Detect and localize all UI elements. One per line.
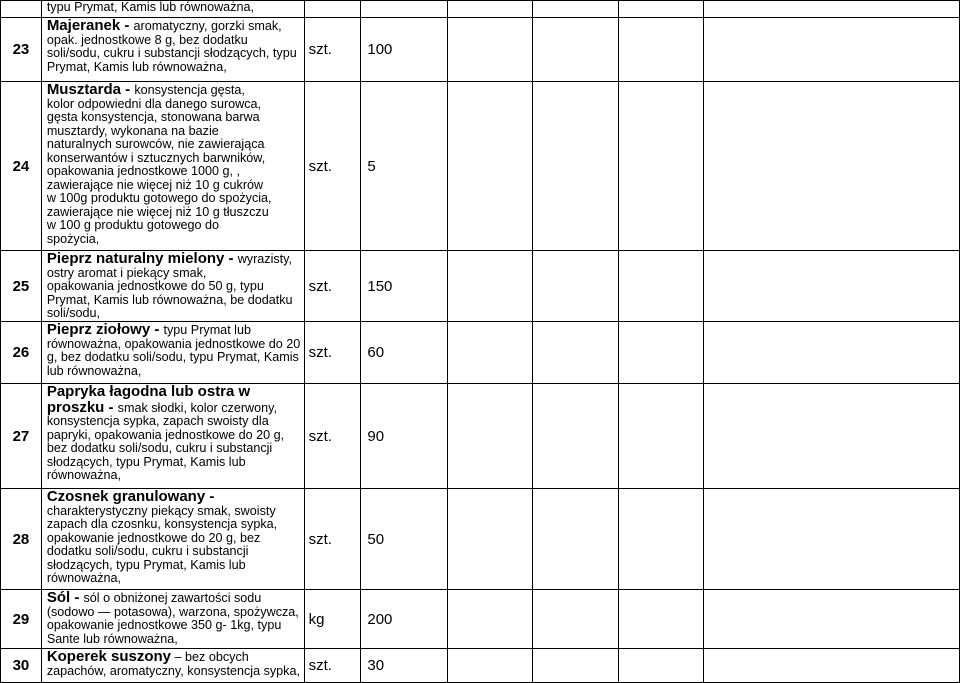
table-row-continuation [1, 1, 960, 18]
table-row [1, 18, 960, 82]
product-description: smak słodki, kolor czerwony, konsystencja sypka, zapach swoisty dla papryki, opakowania jednostkowe do 20 g, bez dodatku soli/sodu, cukru i substancji słodzących, typu Prymat, Kamis lub równoważna, [46, 400, 285, 482]
table-row [1, 322, 960, 384]
empty-cell [533, 322, 618, 384]
unit-cell [304, 1, 361, 18]
empty-cell [618, 384, 703, 489]
table-row [1, 384, 960, 489]
quantity: 50 [361, 489, 448, 590]
product-description: sól o obniżonej zawartości sodu (sodowo — potasowa), warzona, spożywcza, opakowanie jednostkowe 350 g- 1kg, typu Sante lub równoważna, [46, 591, 299, 646]
description-cell [41, 590, 304, 649]
empty-cell [533, 82, 618, 251]
quantity: 100 [361, 18, 448, 82]
product-name: Koperek suszony [46, 648, 172, 665]
quantity: 30 [361, 649, 448, 683]
quantity: 200 [361, 590, 448, 649]
product-name: Musztarda - [46, 81, 135, 98]
empty-cell [533, 590, 618, 649]
empty-cell [618, 649, 703, 683]
empty-cell [533, 489, 618, 590]
unit: szt. [304, 489, 361, 590]
product-description: wyrazisty, ostry aromat i piekący smak, opakowania jednostkowe do 50 g, typu Prymat, Kamis lub równoważna, be dodatku soli/sodu, [46, 252, 293, 320]
empty-cell [533, 1, 618, 18]
table-row [1, 590, 960, 649]
quantity: 90 [361, 384, 448, 489]
empty-cell [533, 18, 618, 82]
description-cell [41, 649, 304, 683]
empty-cell [703, 251, 959, 322]
empty-cell [703, 1, 959, 18]
quantity: 60 [361, 322, 448, 384]
product-name: Papryka łagodna lub ostra w proszku - [46, 383, 251, 416]
unit: szt. [304, 251, 361, 322]
unit: szt. [304, 649, 361, 683]
empty-cell [447, 18, 532, 82]
empty-cell [447, 384, 532, 489]
empty-cell [447, 649, 532, 683]
description-cell [41, 251, 304, 322]
continuation-text: typu Prymat, Kamis lub równoważna, [46, 0, 254, 14]
row-number-cell [1, 1, 42, 18]
row-number: 30 [1, 649, 42, 683]
title-separator: – [171, 650, 186, 664]
unit: szt. [304, 384, 361, 489]
empty-cell [703, 18, 959, 82]
table-row [1, 251, 960, 322]
empty-cell [447, 489, 532, 590]
description-cell [41, 322, 304, 384]
empty-cell [618, 322, 703, 384]
empty-cell [618, 489, 703, 590]
empty-cell [618, 18, 703, 82]
product-name: Majeranek - [46, 17, 134, 34]
quantity: 150 [361, 251, 448, 322]
empty-cell [447, 590, 532, 649]
table-row [1, 489, 960, 590]
empty-cell [447, 82, 532, 251]
row-number: 27 [1, 384, 42, 489]
empty-cell [703, 649, 959, 683]
description-cell [41, 489, 304, 590]
row-number: 26 [1, 322, 42, 384]
empty-cell [703, 590, 959, 649]
unit: szt. [304, 82, 361, 251]
product-name: Sól - [46, 589, 84, 606]
empty-cell [703, 322, 959, 384]
empty-cell [618, 590, 703, 649]
row-number: 25 [1, 251, 42, 322]
row-number: 28 [1, 489, 42, 590]
empty-cell [618, 1, 703, 18]
empty-cell [533, 251, 618, 322]
table-row [1, 82, 960, 251]
row-number: 24 [1, 82, 42, 251]
table-row [1, 649, 960, 683]
product-name: Pieprz ziołowy - [46, 321, 164, 338]
empty-cell [447, 1, 532, 18]
product-description: typu Prymat lub równoważna, opakowania jednostkowe do 20 g, bez dodatku soli/sodu, typu Prymat, Kamis lub równoważna, [46, 323, 301, 378]
quantity: 5 [361, 82, 448, 251]
unit: kg [304, 590, 361, 649]
row-number: 23 [1, 18, 42, 82]
description-cell [41, 1, 304, 18]
empty-cell [533, 649, 618, 683]
product-description: bez obcych zapachów, aromatyczny, konsystencja sypka, [46, 650, 300, 678]
row-number: 29 [1, 590, 42, 649]
description-cell [41, 18, 304, 82]
quantity-cell [361, 1, 448, 18]
description-cell [41, 384, 304, 489]
empty-cell [703, 384, 959, 489]
empty-cell [618, 82, 703, 251]
empty-cell [447, 251, 532, 322]
product-name: Czosnek granulowany - [46, 488, 215, 505]
unit: szt. [304, 18, 361, 82]
description-cell [41, 82, 304, 251]
product-name: Pieprz naturalny mielony - [46, 250, 238, 267]
product-description: aromatyczny, gorzki smak, opak. jednostkowe 8 g, bez dodatku soli/sodu, cukru i substancji słodzących, typu Prymat, Kamis lub równoważna, [46, 19, 297, 74]
empty-cell [447, 322, 532, 384]
product-description: konsystencja gęsta, kolor odpowiedni dla danego surowca, gęsta konsystencja, stonowana barwa musztardy, wykonana na bazie naturalnych surowców, nie zawierająca konserwantów i sztucznych barwników, opakowania jednostkowe 1000 g, , zawierające nie więcej niż 10 g cukrów w 100g produktu gotowego do spożycia, zawierające nie więcej niż 10 g tłuszczu w 100 g produktu gotowego do spożycia, [46, 83, 272, 246]
empty-cell [703, 489, 959, 590]
empty-cell [703, 82, 959, 251]
unit: szt. [304, 322, 361, 384]
empty-cell [618, 251, 703, 322]
empty-cell [533, 384, 618, 489]
product-description: charakterystyczny piekący smak, swoisty zapach dla czosnku, konsystencja sypka, opakowanie jednostkowe do 20 g, bez dodatku soli/sodu, cukru i substancji słodzących, typu Prymat, Kamis lub równoważna, [46, 503, 278, 585]
